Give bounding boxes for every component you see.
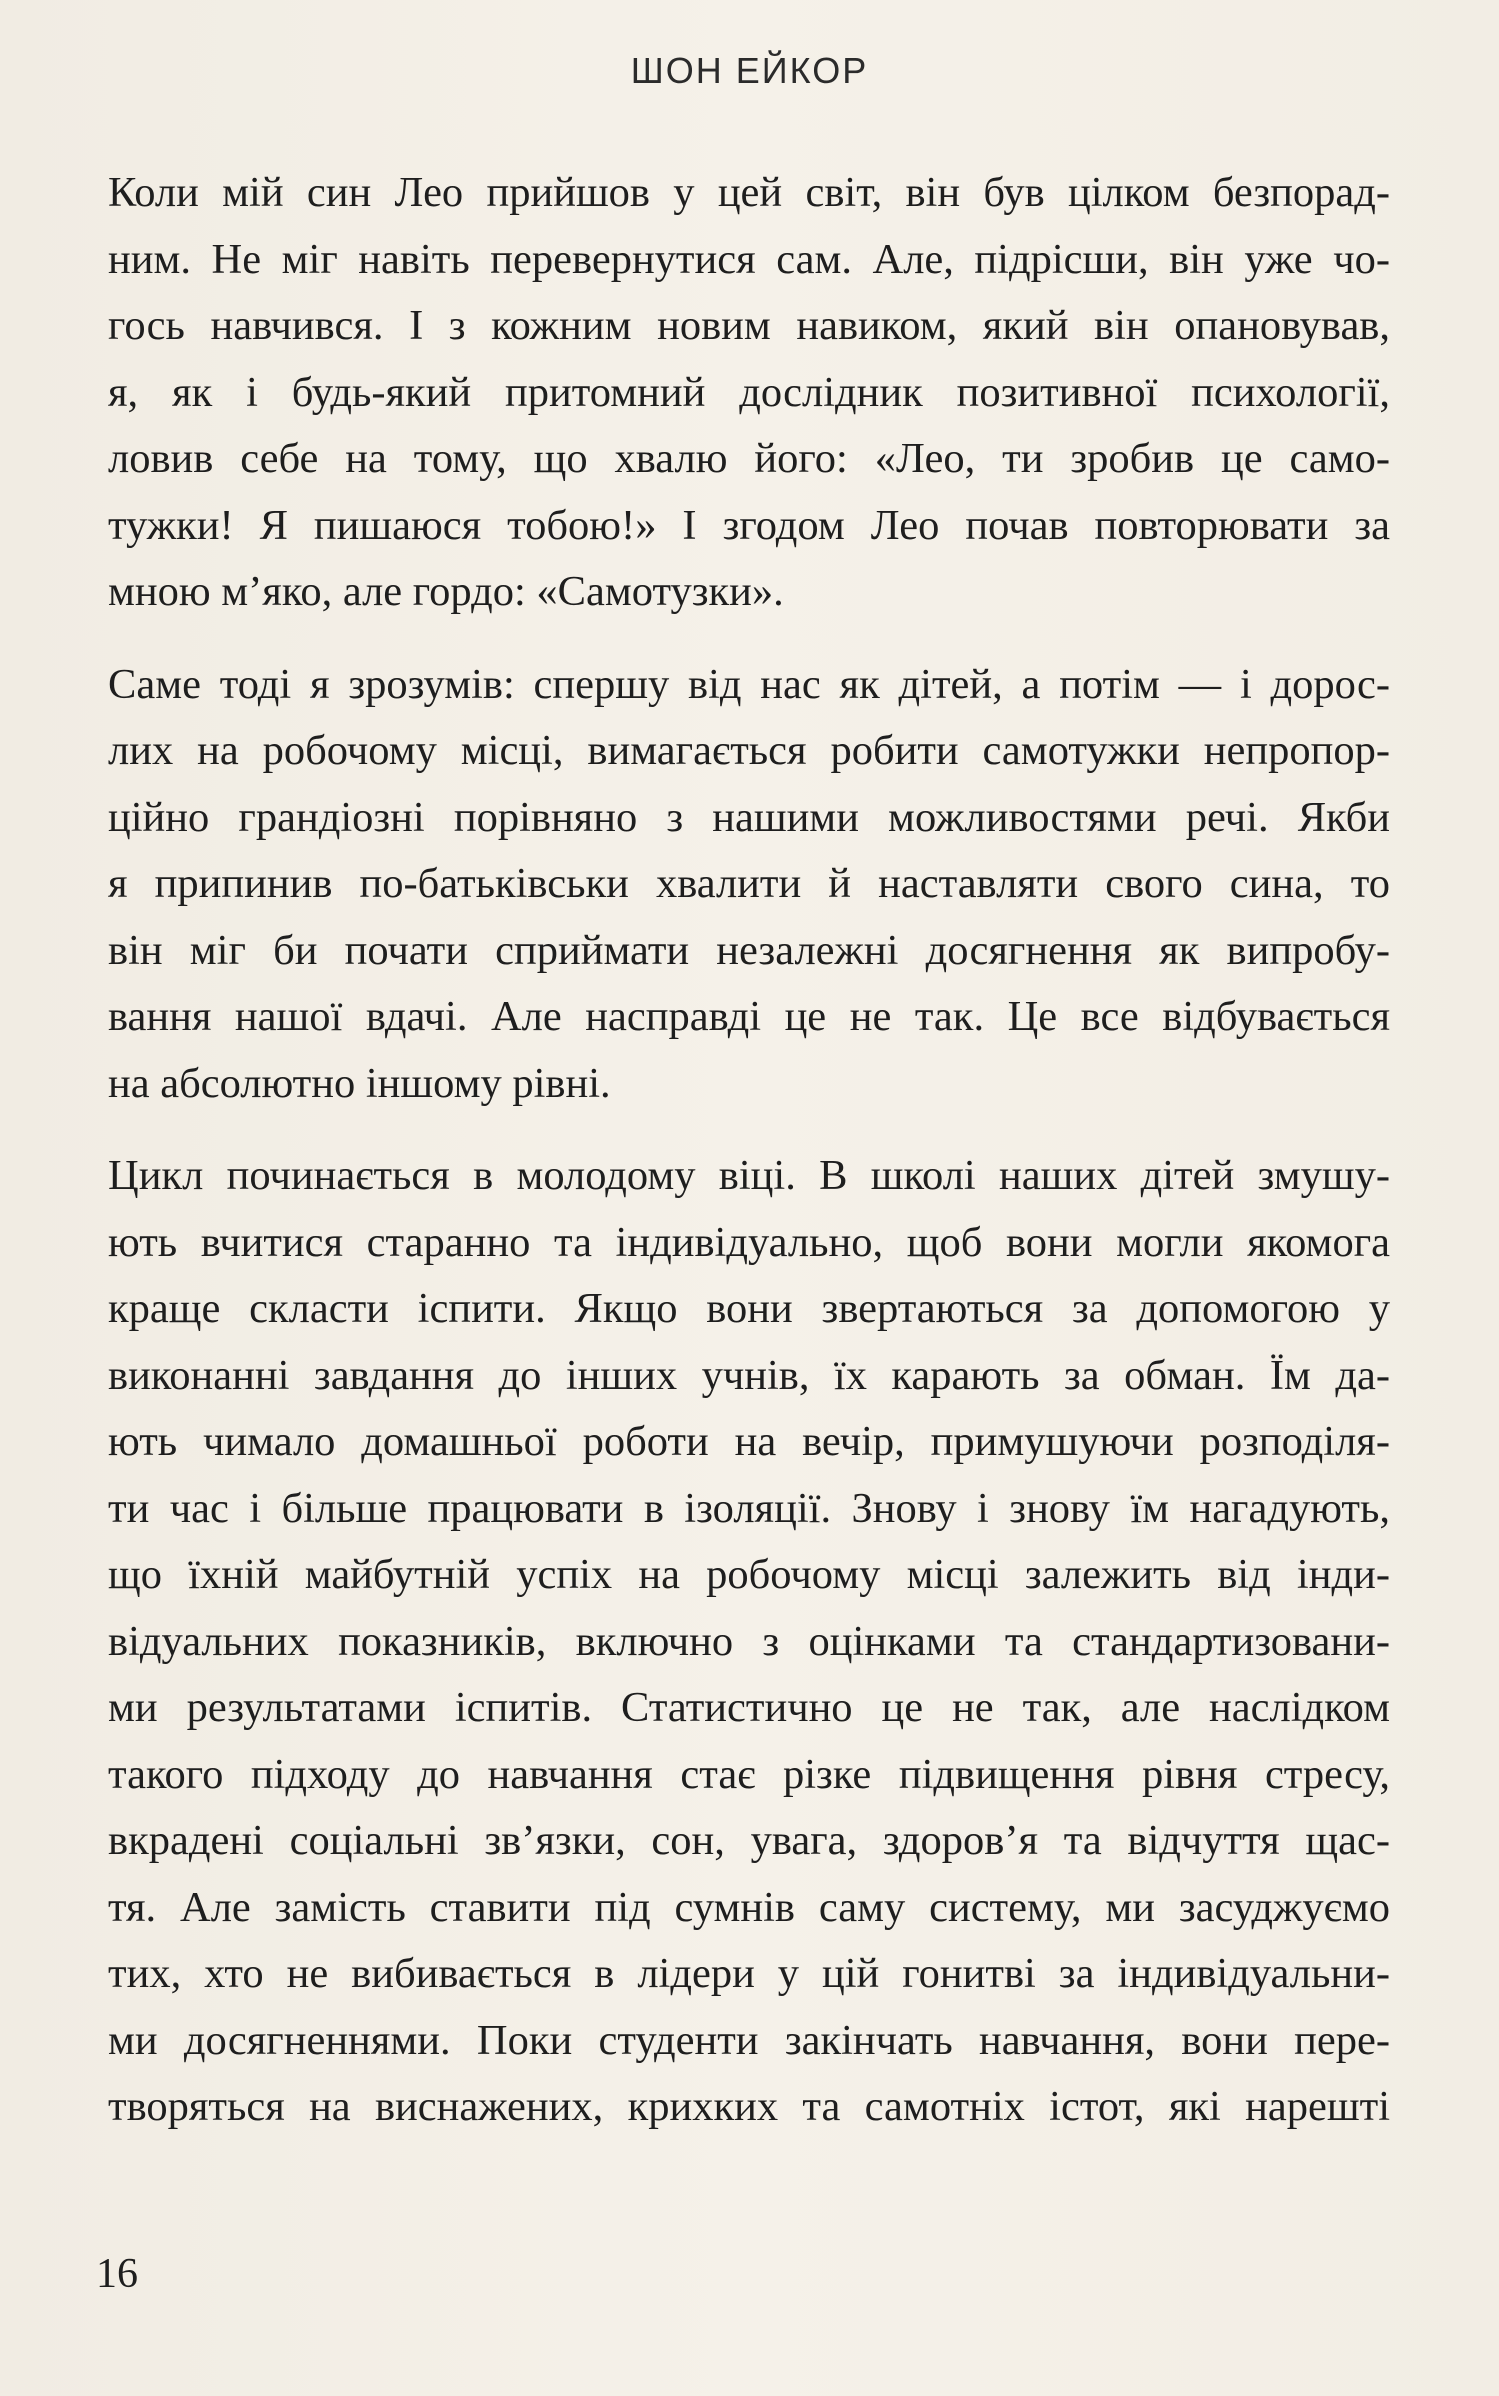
text-line: гось навчився. І з кожним новим навиком, який він опановував, — [108, 302, 1390, 349]
text-line: що їхній майбутній успіх на робочому місці залежить від інди- — [108, 1551, 1390, 1598]
text-line: відуальних показників, включно з оцінками та стандартизовани- — [108, 1617, 1390, 1665]
text-line: я припинив по-батьківськи хвалити й наставляти свого сина, то — [108, 860, 1390, 907]
text-line: виконанні завдання до інших учнів, їх карають за обман. Їм да- — [108, 1351, 1390, 1399]
text-line: ми досягненнями. Поки студенти закінчать навчання, вони пере- — [108, 2016, 1390, 2064]
text-line: тих, хто не вибивається в лідери у цій гонитві за індивідуальни- — [108, 1950, 1390, 1997]
text-line: тужки! Я пишаюся тобою!» І згодом Лео почав повторювати за — [108, 501, 1390, 549]
text-line: ми результатами іспитів. Статистично це не так, але наслідком — [108, 1684, 1390, 1731]
text-line: краще скласти іспити. Якщо вони звертаються за допомогою у — [108, 1285, 1390, 1332]
text-line: ють чимало домашньої роботи на вечір, примушуючи розподіля- — [108, 1418, 1390, 1465]
page-number: 16 — [96, 2251, 138, 2297]
text-line: творяться на виснажених, крихких та самотніх істот, які нарешті — [108, 2083, 1390, 2130]
text-line: мною м’яко, але гордо: «Самотузки». — [108, 568, 784, 615]
text-line: ційно грандіозні порівняно з нашими можливостями речі. Якби — [108, 793, 1390, 841]
running-head: ШОН ЕЙКОР — [630, 50, 869, 91]
text-line: Цикл починається в молодому віці. В школі наших дітей змушу- — [108, 1152, 1390, 1199]
text-line: вання нашої вдачі. Але насправді це не так. Це все відбувається — [108, 993, 1390, 1040]
text-line: Саме тоді я зрозумів: спершу від нас як дітей, а потім — і дорос- — [108, 660, 1390, 708]
text-line: лих на робочому місці, вимагається робити самотужки непропор- — [108, 727, 1390, 774]
text-line: ним. Не міг навіть перевернутися сам. Але, підрісши, він уже чо- — [108, 235, 1390, 283]
text-line: ловив себе на тому, що хвалю його: «Лео, ти зробив це само- — [108, 435, 1390, 482]
text-line: Коли мій син Лео прийшов у цей світ, він був цілком безпорад- — [108, 169, 1390, 216]
text-line: я, як і будь-який притомний дослідник позитивної психології, — [108, 368, 1390, 416]
paragraph-1 — [108, 160, 1390, 626]
text-line: вкрадені соціальні зв’язки, сон, увага, здоров’я та відчуття щас- — [108, 1817, 1390, 1864]
text-line: тя. Але замість ставити під сумнів саму систему, ми засуджуємо — [108, 1883, 1390, 1931]
text-line: ють вчитися старанно та індивідуально, щоб вони могли якомога — [108, 1218, 1390, 1266]
body-text — [108, 160, 1390, 2167]
text-line: ти час і більше працювати в ізоляції. Знову і знову їм нагадують, — [108, 1484, 1390, 1532]
text-line: такого підходу до навчання стає різке підвищення рівня стресу, — [108, 1750, 1390, 1798]
paragraph-2 — [108, 652, 1390, 1118]
paragraph-3 — [108, 1143, 1390, 2141]
text-line: він міг би почати сприймати незалежні досягнення як випробу- — [108, 926, 1390, 974]
text-line: на абсолютно іншому рівні. — [108, 1059, 611, 1107]
